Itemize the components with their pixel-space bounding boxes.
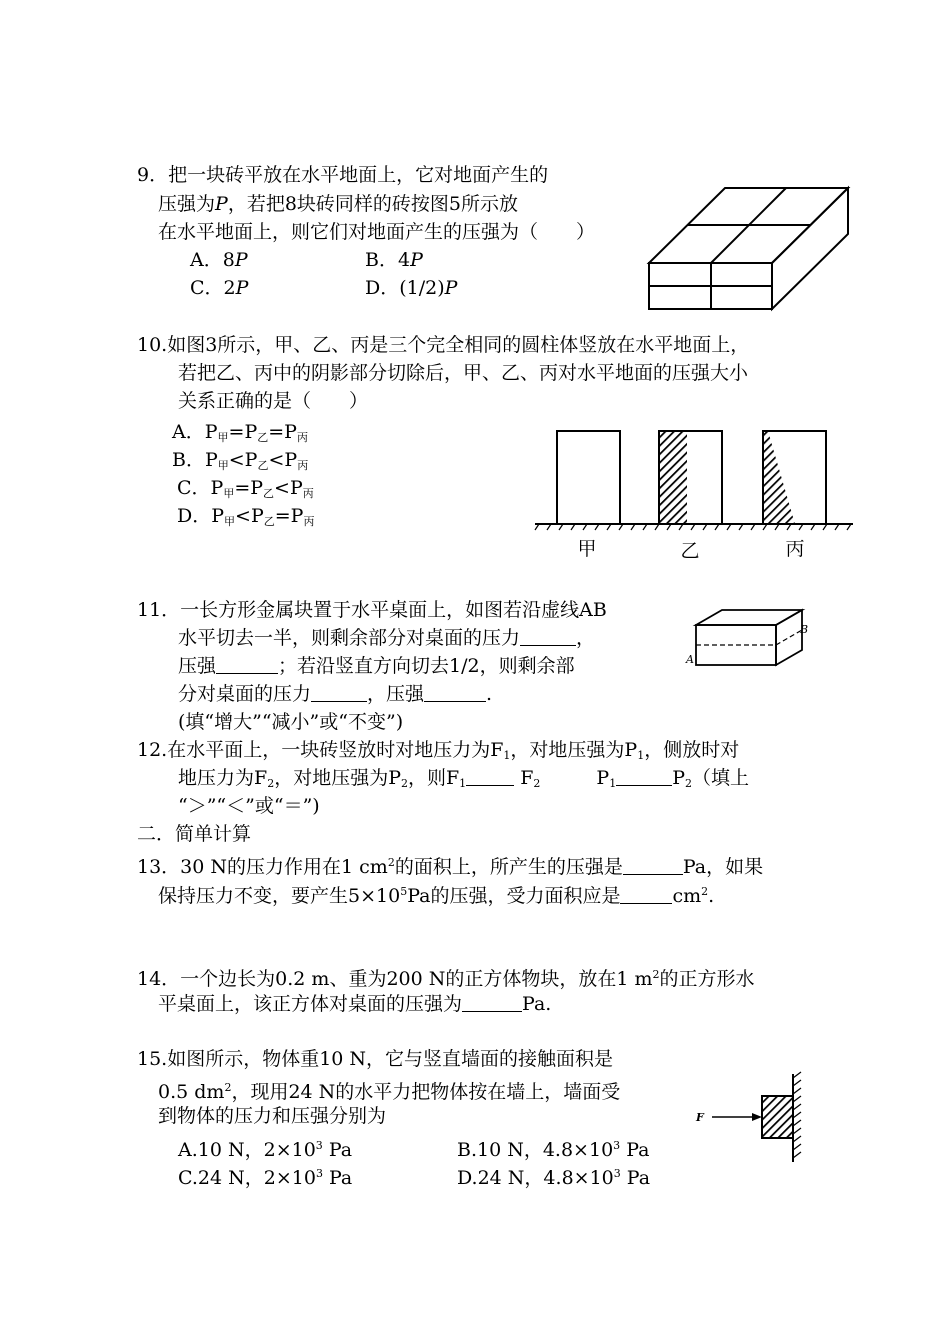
cylinder-yi-shaded <box>659 431 687 524</box>
q10-line-1: 10.如图3所示，甲、乙、丙是三个完全相同的圆柱体竖放在水平地面上， <box>137 334 750 356</box>
q14-blank-1[interactable] <box>462 995 522 1012</box>
q13-line-2: 保持压力不变，要产生$5\times 10^5Pa$的压强，受力面积应是 $cm^2$. <box>158 885 715 907</box>
q15-option-a[interactable]: A.10 N，$2\times 10^3$ Pa <box>178 1139 353 1161</box>
q15-wall-force-figure <box>690 1072 820 1164</box>
q10-option-d[interactable]: D．$P_甲<P_乙=P_丙$ <box>177 505 315 528</box>
q9-option-b[interactable]: B．4P <box>365 249 423 271</box>
arrow-right-icon <box>752 1113 762 1121</box>
q11-line-2: 水平切去一半，则剩余部分对桌面的压力 ， <box>178 627 596 649</box>
q10-option-a[interactable]: A．$P_甲=P_乙=P_丙$ <box>172 421 308 444</box>
q11-label-a: A <box>686 653 694 666</box>
q15-object-block <box>762 1096 793 1138</box>
q11-blank-2[interactable] <box>216 657 278 674</box>
q15-force-label: F <box>696 1111 704 1124</box>
label-jia: 甲 <box>577 538 597 560</box>
q12-blank-2[interactable] <box>616 769 672 786</box>
q9-option-d[interactable]: D．(1/2)P <box>365 277 458 299</box>
q9-line-1: 9．把一块砖平放在水平地面上，它对地面产生的 <box>137 164 549 186</box>
q11-label-b: B <box>800 623 809 636</box>
q10-line-2: 若把乙、丙中的阴影部分切除后，甲、乙、丙对水平地面的压强大小 <box>178 362 749 384</box>
q13-blank-1[interactable] <box>623 858 683 875</box>
q11-blank-4[interactable] <box>424 685 486 702</box>
section-heading-simple-calculation: 二．简单计算 <box>137 823 252 845</box>
q15-option-b[interactable]: B.10 N，$4.8\times 10^3$ Pa <box>457 1139 650 1161</box>
q10-line-3: 关系正确的是（ ） <box>178 390 369 412</box>
q11-line-5: (填“增大”“减小”或“不变”) <box>178 711 404 733</box>
q13-blank-2[interactable] <box>620 887 672 904</box>
q10-option-c[interactable]: C．$P_甲=P_乙<P_丙$ <box>177 477 314 500</box>
q10-option-b[interactable]: B．$P_甲<P_乙<P_丙$ <box>172 449 309 472</box>
cylinder-jia <box>557 431 620 524</box>
q12-line-2: 地压力为$F_2$，对地压强为$P_2$，则$F_1$ $F_2$ $P_1$ $P_2$（填上 <box>178 767 750 790</box>
q11-line-4: 分对桌面的压力 ，压强 . <box>178 683 493 705</box>
q11-blank-3[interactable] <box>311 685 367 702</box>
q11-blank-1[interactable] <box>520 629 576 646</box>
label-bing: 丙 <box>785 538 805 560</box>
q11-line-3: 压强 ；若沿竖直方向切去1/2，则剩余部 <box>178 655 575 677</box>
q9-option-a[interactable]: A．8P <box>190 249 248 271</box>
q14-line-1: 14．一个边长为0.2 m、重为200 N的正方体物块，放在1 $m^2$的正方形水 <box>137 968 755 990</box>
q15-line-3: 到物体的压力和压强分别为 <box>158 1105 387 1127</box>
q15-option-d[interactable]: D.24 N，$4.8\times 10^3$ Pa <box>457 1167 651 1189</box>
q9-line-3: 在水平地面上，则它们对地面产生的压强为（ ） <box>158 221 596 243</box>
q15-line-2: 0.5 $dm^2$，现用24 N的水平力把物体按在墙上，墙面受 <box>158 1081 621 1103</box>
q12-line-1: 12.在水平面上，一块砖竖放时对地压力为$F_1$，对地压强为$P_1$，侧放时对 <box>137 739 740 762</box>
q9-brick-stack-figure <box>645 180 855 315</box>
label-yi: 乙 <box>680 540 700 562</box>
q15-line-1: 15.如图所示，物体重10 N，它与竖直墙面的接触面积是 <box>137 1048 614 1070</box>
q10-cylinders-figure <box>535 425 855 565</box>
q14-line-2: 平桌面上，该正方体对桌面的压强为 Pa. <box>158 993 552 1015</box>
q15-option-c[interactable]: C.24 N，$2\times 10^3$ Pa <box>178 1167 353 1189</box>
q11-line-1: 11．一长方形金属块置于水平桌面上，如图若沿虚线AB <box>137 599 607 621</box>
q13-line-1: 13．30 N的压力作用在1 $cm^2$的面积上，所产生的压强是 Pa，如果 <box>137 856 764 878</box>
q12-line-3: “＞”“＜”或“＝”) <box>178 795 320 817</box>
q9-line-2: 压强为P，若把8块砖同样的砖按图5所示放 <box>158 193 518 215</box>
q12-blank-1[interactable] <box>466 769 514 786</box>
cylinder-bing-shaded <box>763 431 795 524</box>
q11-metal-block-figure <box>682 605 812 670</box>
q9-option-c[interactable]: C．2P <box>190 277 249 299</box>
